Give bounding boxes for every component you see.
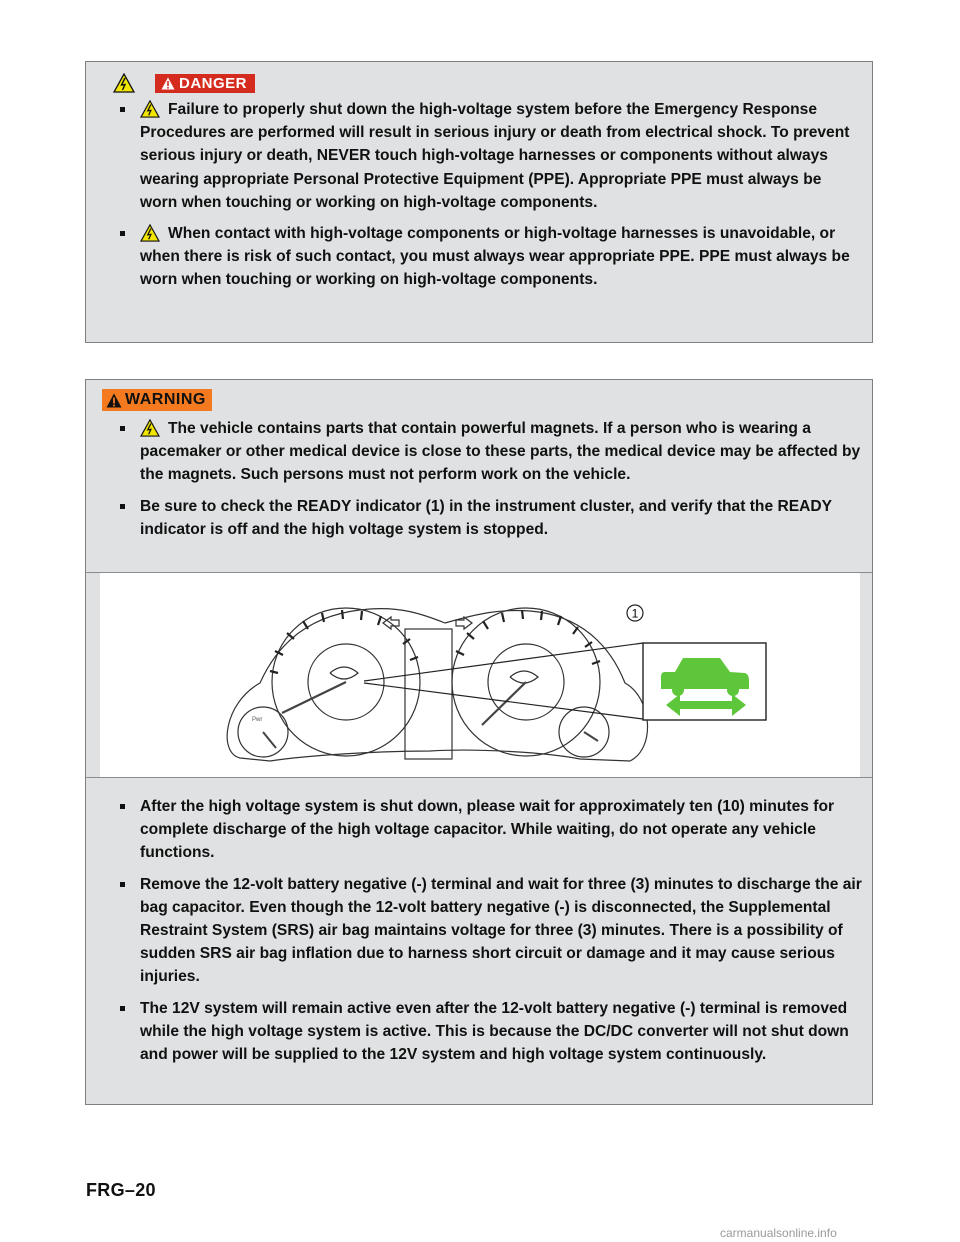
- list-item-text: Failure to properly shut down the high-voltage system before the Emergency Response Procedures are performed will result in serious injury or death from electrical shock. To prevent serious injury or death, NEVER touch high-voltage harnesses or components without always wearing appropriate Personal Protective Equipment (PPE). Appropriate PPE must always be worn when touching or working on high-voltage components.: [140, 101, 850, 211]
- divider: [86, 777, 872, 778]
- warning-list-top: [117, 417, 862, 549]
- danger-box: [85, 61, 873, 343]
- alert-triangle-icon: [106, 393, 122, 408]
- instrument-cluster-diagram: [100, 573, 860, 777]
- high-voltage-icon: [113, 73, 135, 93]
- list-item-text: The vehicle contains parts that contain powerful magnets. If a person who is wearing a pacemaker or other medical device is close to these parts, the medical device may be affected by the magnets. Such persons must not perform work on the vehicle.: [140, 420, 861, 484]
- danger-list: [117, 98, 862, 300]
- callout-number: 1: [631, 606, 639, 621]
- list-item-text: After the high voltage system is shut down, please wait for approximately ten (10) minutes for complete discharge of the high voltage capacitor. While waiting, do not operate any vehicle functions.: [140, 798, 835, 862]
- list-item: [117, 795, 862, 865]
- high-voltage-icon: [140, 100, 160, 118]
- list-item: [117, 222, 862, 292]
- gauge-left-label: Pwr: [252, 717, 263, 723]
- list-item-text: The 12V system will remain active even after the 12-volt battery negative (-) terminal is removed while the high voltage system is active. This is because the DC/DC converter will not shut down and power will be supplied to the 12V system and high voltage system continuously.: [140, 999, 849, 1064]
- instrument-cluster-figure: [100, 573, 860, 777]
- alert-triangle-icon: [161, 77, 175, 90]
- cluster-housing: [227, 606, 647, 761]
- list-item-text: Remove the 12-volt battery negative (-) terminal and wait for three (3) minutes to discharge the air bag capacitor. Even though the 12-volt battery negative (-) is disconnected, the Supplemental Restraint System (SRS) air bag maintains voltage for three (3) minutes. There is a possibility of sudden SRS air bag inflation due to harness short circuit or damage and it may cause serious injuries.: [140, 875, 862, 986]
- watermark: carmanualsonline.info: [720, 1226, 837, 1240]
- page-label: FRG–20: [86, 1180, 156, 1200]
- list-item: [117, 997, 862, 1067]
- warning-box: [85, 379, 873, 1105]
- warning-list-bottom: [117, 795, 862, 1074]
- warning-header: [102, 389, 212, 411]
- danger-label-text: DANGER: [179, 74, 248, 92]
- list-item-text: When contact with high-voltage components or high-voltage harnesses is unavoidable, or when there is risk of such contact, you must always wear appropriate PPE. PPE must always be worn when touching or working on high-voltage components.: [140, 225, 850, 289]
- warning-label: [102, 389, 212, 411]
- danger-header: [113, 73, 255, 93]
- warning-label-text: WARNING: [125, 391, 206, 408]
- list-item: [117, 495, 862, 541]
- high-voltage-icon: [140, 419, 160, 437]
- list-item: [117, 417, 862, 487]
- list-item: [117, 873, 862, 989]
- danger-label: [155, 74, 255, 93]
- list-item-text: Be sure to check the READY indicator (1) in the instrument cluster, and verify that the READY indicator is off and the high voltage system is stopped.: [140, 497, 832, 538]
- list-item: [117, 98, 862, 214]
- high-voltage-icon: [140, 224, 160, 242]
